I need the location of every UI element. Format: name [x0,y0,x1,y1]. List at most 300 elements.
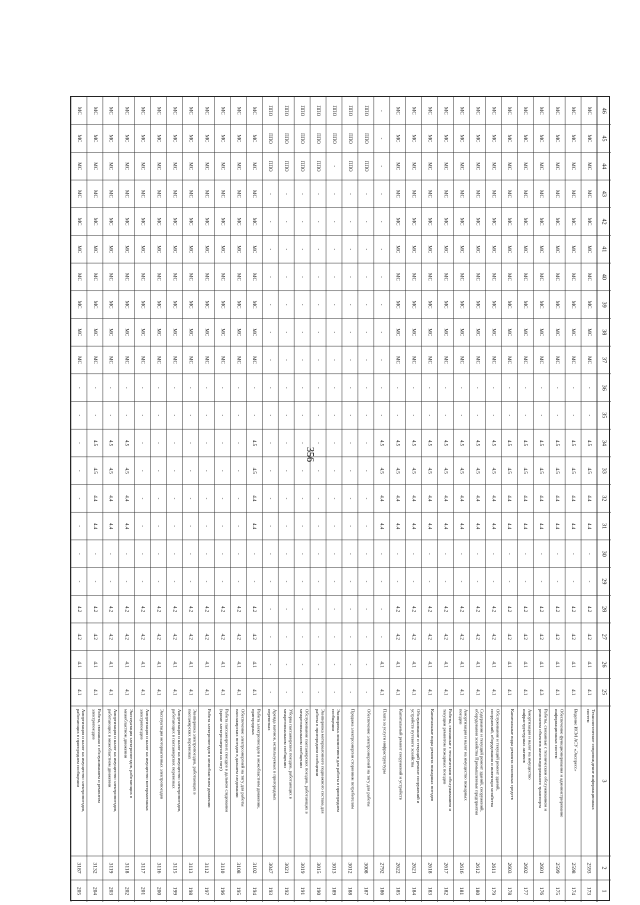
cell-value: МС [123,134,129,143]
cell-value: МС [585,106,591,115]
row-number: 194 [251,886,258,896]
cell-value: - [283,442,289,444]
cell-value: - [171,525,177,527]
cell-value: - [362,691,368,694]
cell-value: МС [171,300,177,309]
cell-value: ППО [362,133,368,144]
row-code: 3113 [187,862,194,874]
cell-value: 4.4 [123,495,129,502]
header-number: 31 [600,523,607,530]
cell-value: МС [155,190,161,198]
cell-value: 4.1 [235,689,241,696]
row-code: 2618 [426,862,433,874]
cell-value: МС [171,273,177,281]
cell-value: МС [171,134,177,143]
cell-value: - [458,386,464,389]
cell-value: МС [474,245,480,254]
cell-value: МС [458,273,464,281]
cell-value: 4.5 [569,467,575,474]
cell-value: 4.5 [394,439,400,447]
cell-value: МС [490,217,496,226]
cell-value: МС [442,300,448,309]
cell-value: 4.2 [139,605,145,613]
cell-value: - [283,552,289,555]
row-number: 176 [537,886,544,896]
cell-value: МС [171,328,177,337]
row-name: работающих в межобластном движении [107,709,113,788]
cell-value: МС [251,134,257,143]
cell-value: - [362,608,368,610]
cell-value: МС [251,328,257,337]
cell-value: 4.2 [187,633,193,640]
row-name: Обеспечение электроэнергией на тягу для работы [366,709,372,807]
cell-value: МС [123,217,129,226]
cell-value: - [362,193,368,195]
row-code: 2622 [394,862,401,874]
cell-value: - [378,137,384,140]
cell-value: МС [506,328,512,337]
cell-value: - [267,331,273,334]
cell-value: МС [75,134,81,143]
cell-value: 4.2 [171,633,177,640]
cell-value: 4.5 [474,467,480,474]
cell-value: - [410,580,416,583]
cell-value: - [378,248,384,251]
cell-value: МС [410,356,416,364]
cell-value: 4.5 [442,439,448,447]
cell-value: - [330,303,336,306]
row-number: 183 [426,886,433,896]
cell-value: - [506,580,512,583]
cell-value: - [203,469,209,472]
row-code: 3008 [362,862,369,874]
cell-value: - [346,552,352,555]
cell-value: - [330,525,336,527]
cell-value: 4.4 [554,522,560,530]
cell-value: МС [219,273,225,281]
row-number: 190 [314,886,321,896]
cell-value: МС [235,106,241,115]
cell-value: МС [410,217,416,226]
cell-value: 4.2 [251,633,257,640]
cell-value: МС [569,217,575,226]
row-name: Содержание и текущий ремонт зданий, сооружений, [479,709,485,812]
cell-value: МС [585,134,591,143]
header-number: 26 [600,661,607,668]
row-number: 203 [107,886,114,896]
cell-value: ППО [283,160,289,172]
cell-value: МС [506,273,512,281]
cell-value: 4.4 [538,495,544,502]
cell-value: - [362,220,368,223]
cell-value: - [267,497,273,500]
cell-value: МС [458,217,464,226]
cell-value: - [235,552,241,555]
cell-value: - [346,303,352,306]
cell-value: - [267,220,273,223]
cell-value: 4.1 [394,661,400,668]
cell-value: - [554,386,560,389]
row-name: Технологическое сопровождение информационных [591,709,597,810]
cell-value: - [490,580,496,583]
cell-value: - [362,359,368,361]
cell-value: - [346,663,352,666]
cell-value: 4.1 [123,689,129,696]
cell-value: МС [91,134,97,143]
cell-value: - [298,608,304,610]
cell-value: - [203,580,209,583]
row-name: Обслуживание пассажирских поездов, работающих в [304,709,310,814]
cell-value: МС [490,273,496,281]
cell-value: 4.2 [91,633,97,640]
cell-value: - [187,414,193,417]
cell-value: - [219,414,225,417]
cell-value: - [267,414,273,417]
cell-value: МС [522,134,528,143]
cell-value: 4.2 [75,633,81,640]
cell-value: 4.2 [538,605,544,613]
cell-value: - [219,442,225,444]
cell-value: МС [458,190,464,198]
cell-value: 4.5 [91,439,97,447]
cell-value: - [283,469,289,472]
cell-value: МС [139,328,145,337]
cell-value: МС [235,190,241,198]
row-number: 180 [474,886,481,896]
cell-value: - [298,331,304,334]
row-name: оборудования хозяйства Промышленные предприятия [474,709,480,816]
cell-value: - [283,691,289,694]
cell-value: МС [522,245,528,254]
cell-value: 4.1 [75,661,81,668]
cell-value: 4.1 [203,661,209,668]
header-number: 2 [600,866,607,870]
row-code: 3015 [314,862,321,874]
row-name: Амортизация и налог на имущество электропоездов, [113,709,118,813]
cell-value: МС [235,300,241,309]
cell-value: МС [107,162,113,171]
header-number: 32 [600,495,607,502]
row-name: систем [585,709,591,723]
cell-value: - [283,248,289,251]
row-code: 2598 [569,862,576,874]
cell-value: ППО [267,105,273,117]
cell-value: МС [410,245,416,254]
cell-value: МС [458,134,464,143]
cell-value: 4.4 [506,522,512,530]
row-code: 2612 [474,862,481,874]
row-number: 186 [378,886,385,896]
header-number: 38 [600,329,607,336]
cell-value: - [107,386,113,389]
cell-value: ППО [362,160,368,172]
cell-value: МС [251,273,257,281]
cell-value: - [139,552,145,555]
cell-value: - [187,386,193,389]
row-code: 3047 [266,862,273,874]
cell-value: 4.4 [458,522,464,530]
cell-value: - [298,414,304,417]
cell-value: - [283,525,289,527]
cell-value: 4.2 [506,605,512,613]
row-name: Плата за услуги инфраструктуры [382,709,388,774]
cell-value: - [171,469,177,472]
cell-value: МС [203,328,209,337]
cell-value: 4.2 [203,605,209,613]
cell-value: МС [139,273,145,281]
cell-value: - [362,303,368,306]
row-name: сообщении [330,709,336,731]
cell-value: МС [538,245,544,254]
cell-value: - [203,525,209,527]
cell-value: - [139,580,145,583]
cell-value: МС [75,162,81,171]
header-number: 42 [600,218,607,225]
cell-value: МС [187,134,193,143]
cell-value: - [569,386,575,389]
cell-value: МС [219,190,225,198]
cell-value: 4.1 [522,661,528,668]
cell-value: - [330,663,336,666]
row-number: 187 [362,886,369,896]
cell-value: 4.1 [187,689,193,696]
cell-value: 4.5 [442,467,448,474]
cell-value: - [378,165,384,168]
cell-value: - [155,386,161,389]
cell-value: - [187,580,193,583]
cell-value: МС [585,190,591,198]
cell-value: 4.5 [538,439,544,447]
cell-value: МС [155,106,161,115]
cell-value: МС [426,190,432,198]
cell-value: - [346,248,352,251]
cell-value: 4.4 [442,495,448,502]
cell-value: МС [474,300,480,309]
cell-value: 4.2 [522,633,528,640]
cell-value: МС [442,217,448,226]
cell-value: - [219,525,225,527]
cell-value: 4.1 [474,661,480,668]
row-number: 204 [91,886,98,896]
row-name: Работа, связанная с обслуживанием и ремонтом [97,709,103,803]
cell-value: 4.1 [251,689,257,696]
row-code: 3187 [75,862,82,874]
cell-value: 4.2 [442,605,448,613]
cell-value: - [330,414,336,417]
cell-value: - [283,193,289,195]
cell-value: - [314,331,320,334]
cell-value: 4.2 [75,605,81,613]
cell-value: - [426,580,432,583]
cell-value: ППО [346,133,352,144]
cell-value: МС [187,162,193,171]
cell-value: МС [554,134,560,143]
cell-value: - [283,276,289,278]
row-code: 2792 [378,862,385,874]
cell-value: 4.1 [155,689,161,696]
cell-value: 4.1 [554,661,560,668]
header-number: 34 [600,440,607,446]
cell-value: 4.1 [538,661,544,668]
cell-value: - [267,386,273,389]
cell-value: 4.1 [139,661,145,668]
cell-value: - [267,580,273,583]
header-number: 43 [600,190,607,197]
table-svg [71,97,611,902]
cell-value: - [538,580,544,583]
cell-value: МС [569,300,575,309]
cell-value: МС [569,328,575,337]
cell-value: - [330,635,336,638]
cell-value: - [346,359,352,361]
cell-value: - [394,414,400,417]
cell-value: 4.2 [490,633,496,640]
cell-value: - [298,497,304,500]
row-number: 195 [235,886,242,896]
cell-value: - [314,497,320,500]
cell-value: - [330,276,336,278]
cell-value: - [251,552,257,555]
cell-value: МС [538,356,544,364]
cell-value: 4.4 [91,495,97,502]
cell-value: МС [490,328,496,337]
cell-value: 4.2 [394,605,400,613]
cell-value: МС [251,300,257,309]
cell-value: 4.4 [569,495,575,502]
cell-value: 4.1 [235,661,241,668]
cell-value: 4.4 [585,495,591,502]
cell-value: - [330,165,336,168]
cell-value: - [330,193,336,195]
cell-value: - [330,608,336,610]
cell-value: МС [442,245,448,254]
cell-value: 4.2 [458,605,464,613]
cell-value: 4.4 [522,522,528,530]
cell-value: 4.2 [569,605,575,613]
row-name: текущим ремонтом пожарных поездов [442,709,448,785]
cell-value: - [394,386,400,389]
cell-value: МС [203,134,209,143]
cell-value: МС [107,134,113,143]
cell-value: 4.2 [251,605,257,613]
cell-value: МС [490,190,496,198]
row-code: 2593 [585,862,592,874]
cell-value: 4.4 [378,495,384,502]
cell-value: 4.5 [458,439,464,447]
cell-value: - [378,331,384,334]
row-name: Амортизация и налог на имущество [527,709,533,780]
cell-value: - [219,497,225,500]
cell-value: 4.5 [426,439,432,447]
cell-value: МС [474,273,480,281]
row-number: 192 [282,886,289,896]
row-code: 3110 [219,862,226,874]
cell-value: - [378,276,384,278]
cell-value: 4.1 [91,661,97,668]
cell-value: МС [474,328,480,337]
row-name: Ведение ИСМ АСУ «Экспресс» [573,709,579,772]
cell-value: - [219,469,225,472]
cell-value: МС [251,106,257,115]
cell-value: - [155,469,161,472]
cell-value: МС [75,106,81,115]
cell-value: 4.4 [490,522,496,530]
cell-value: - [378,220,384,223]
cell-value: МС [506,134,512,143]
cell-value: - [362,276,368,278]
cell-value: - [378,608,384,610]
row-name: Эксплуатация моторвагонных электропоездов [159,709,165,800]
cell-value: - [569,552,575,555]
cell-value: МС [426,300,432,309]
cell-value: - [378,359,384,361]
cell-value: - [75,552,81,555]
cell-value: - [235,414,241,417]
cell-value: 4.4 [251,522,257,530]
cell-value: МС [203,106,209,115]
cell-value: - [442,414,448,417]
cell-value: МС [554,217,560,226]
cell-value: МС [139,162,145,171]
cell-value: 4.2 [203,633,209,640]
cell-value: МС [219,134,225,143]
cell-value: - [330,386,336,389]
row-name: Уборка пассажирских поездов, работающих в [288,709,294,799]
cell-value: - [75,442,81,444]
cell-value: МС [107,356,113,364]
cell-value: - [91,414,97,417]
cell-value: 4.5 [490,467,496,474]
cell-value: МС [107,190,113,198]
cell-value: МС [219,217,225,226]
cell-value: - [283,331,289,334]
cell-value: - [330,220,336,223]
cell-value: - [346,580,352,583]
cell-value: 4.2 [155,633,161,640]
cell-value: - [203,497,209,500]
cell-value: МС [426,356,432,364]
cell-value: - [410,414,416,417]
cell-value: 4.5 [506,439,512,447]
cell-value: - [298,552,304,555]
cell-value: ППО [362,105,368,117]
cell-value: МС [139,245,145,254]
cell-value: МС [155,328,161,337]
row-name: Работа электропоездов в межобластном движении, [256,709,262,809]
header-number: 40 [600,273,607,280]
cell-value: 4.4 [410,495,416,502]
cell-value: - [267,635,273,638]
cell-value: МС [442,328,448,337]
cell-value: МС [155,245,161,254]
cell-value: - [474,552,480,555]
cell-value: МС [410,190,416,198]
cell-value: МС [107,300,113,309]
cell-value: - [187,497,193,500]
header-number: 41 [600,246,607,253]
cell-value: - [538,414,544,417]
row-name: Работа пассажирских поездов в дальнем следовании [224,709,230,812]
cell-value: - [251,386,257,389]
cell-value: 4.1 [426,661,432,668]
cell-value: 4.1 [426,689,432,696]
cell-value: 4.1 [171,661,177,668]
cell-value: 4.2 [107,633,113,640]
cell-value: 4.5 [426,467,432,474]
cell-value: - [298,442,304,444]
cell-value: - [107,552,113,555]
cell-value: - [139,414,145,417]
